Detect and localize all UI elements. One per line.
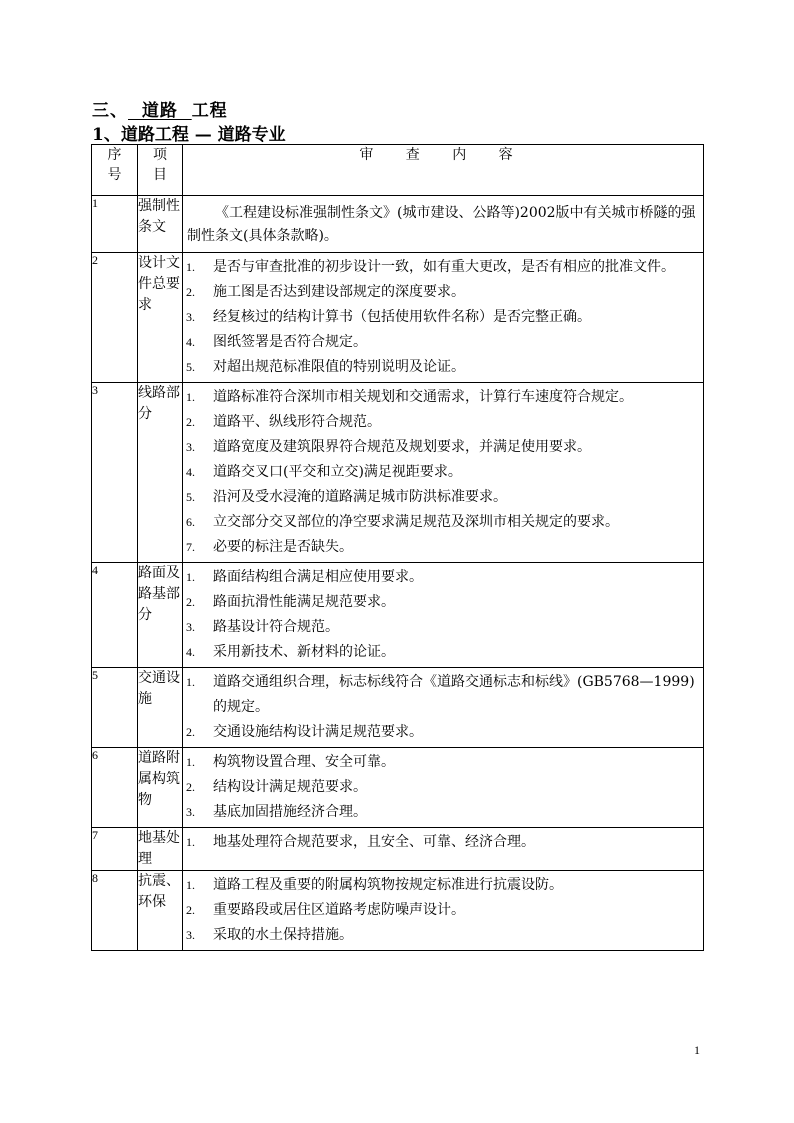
row-number: 2 — [92, 253, 138, 383]
requirement-item — [183, 280, 703, 305]
requirement-item — [183, 355, 703, 380]
requirement-number: 3. — [186, 928, 195, 942]
page-number: 1 — [694, 1043, 700, 1057]
table-row — [92, 383, 704, 563]
requirement-item — [183, 590, 703, 615]
requirement-number: 4. — [186, 645, 195, 659]
requirement-number: 1. — [186, 835, 195, 849]
table-row — [92, 748, 704, 828]
requirement-text: 基底加固措施经济合理。 — [213, 804, 367, 820]
header-content: 审 查 内 容 — [183, 145, 704, 196]
row-content — [183, 748, 704, 828]
requirement-text: 道路交通组织合理，标志标线符合《道路交通标志和标线》(GB5768—1999)的规定。 — [213, 674, 695, 715]
requirement-text: 道路标准符合深圳市相关规划和交通需求，计算行车速度符合规定。 — [213, 389, 633, 405]
requirement-number: 1. — [186, 390, 195, 404]
requirement-text: 道路交叉口(平交和立交)满足视距要求。 — [213, 464, 462, 480]
row-content — [183, 563, 704, 668]
subsection-heading: 1、道路工程 — 道路专业 — [92, 125, 286, 145]
requirement-text: 道路平、纵线形符合规范。 — [213, 414, 381, 430]
requirement-text: 交通设施结构设计满足规范要求。 — [213, 724, 423, 740]
requirement-item — [183, 720, 703, 745]
requirement-text: 地基处理符合规范要求，且安全、可靠、经济合理。 — [213, 834, 535, 850]
row-number: 8 — [92, 871, 138, 951]
requirement-item — [183, 775, 703, 800]
requirement-list — [183, 748, 703, 827]
requirement-text: 对超出规范标准限值的特别说明及论证。 — [213, 359, 465, 375]
requirement-number: 1. — [186, 260, 195, 274]
requirement-text: 图纸签署是否符合规定。 — [213, 334, 367, 350]
requirement-item — [183, 830, 703, 855]
requirement-number: 1. — [186, 570, 195, 584]
requirement-item — [183, 460, 703, 485]
section-heading-underlined: 道路 — [128, 101, 192, 121]
requirement-number: 2. — [186, 903, 195, 917]
requirement-number: 5. — [186, 360, 195, 374]
requirement-number: 2. — [186, 725, 195, 739]
requirement-text: 采用新技术、新材料的论证。 — [213, 644, 395, 660]
section-heading — [92, 96, 228, 121]
table-header-row — [92, 145, 704, 196]
row-number: 1 — [92, 196, 138, 253]
requirement-text: 重要路段或居住区道路考虑防噪声设计。 — [213, 902, 465, 918]
table-row — [92, 253, 704, 383]
requirement-text: 构筑物设置合理、安全可靠。 — [213, 754, 395, 770]
requirement-item — [183, 535, 703, 560]
header-item: 项目 — [138, 145, 183, 196]
requirement-number: 4. — [186, 465, 195, 479]
requirement-item — [183, 330, 703, 355]
review-table — [91, 144, 704, 951]
requirement-number: 6. — [186, 515, 195, 529]
requirement-text: 施工图是否达到建设部规定的深度要求。 — [213, 284, 465, 300]
section-heading-prefix: 三、 — [92, 101, 128, 121]
requirement-item — [183, 385, 703, 410]
requirement-item — [183, 750, 703, 775]
table-row — [92, 563, 704, 668]
table-row — [92, 871, 704, 951]
requirement-number: 1. — [186, 878, 195, 892]
requirement-text: 道路宽度及建筑限界符合规范及规划要求，并满足使用要求。 — [213, 439, 591, 455]
requirement-item — [183, 670, 703, 720]
row-item-label: 线路部分 — [138, 383, 183, 563]
requirement-item — [183, 640, 703, 665]
requirement-number: 7. — [186, 540, 195, 554]
requirement-item — [183, 510, 703, 535]
row-content — [183, 871, 704, 951]
requirement-item — [183, 565, 703, 590]
requirement-text: 采取的水土保持措施。 — [213, 927, 353, 943]
table-body — [92, 196, 704, 951]
row-item-label: 路面及路基部分 — [138, 563, 183, 668]
requirement-item — [183, 800, 703, 825]
content-paragraph: 《工程建设标准强制性条文》(城市建设、公路等)2002版中有关城市桥隧的强制性条文(具体条款略)。 — [187, 205, 696, 244]
requirement-text: 沿河及受水浸淹的道路满足城市防洪标准要求。 — [213, 489, 507, 505]
requirement-text: 经复核过的结构计算书（包括使用软件名称）是否完整正确。 — [213, 309, 591, 325]
requirement-number: 4. — [186, 335, 195, 349]
requirement-text: 是否与审查批准的初步设计一致，如有重大更改，是否有相应的批准文件。 — [213, 259, 675, 275]
requirement-item — [183, 305, 703, 330]
requirement-item — [183, 435, 703, 460]
requirement-number: 5. — [186, 490, 195, 504]
requirement-text: 必要的标注是否缺失。 — [213, 539, 353, 555]
requirement-number: 2. — [186, 415, 195, 429]
requirement-item — [183, 615, 703, 640]
requirement-number: 2. — [186, 285, 195, 299]
requirement-number: 3. — [186, 805, 195, 819]
requirement-number: 1. — [186, 675, 195, 689]
requirement-text: 路面抗滑性能满足规范要求。 — [213, 594, 395, 610]
requirement-list — [183, 871, 703, 950]
requirement-item — [183, 255, 703, 280]
requirement-text: 路面结构组合满足相应使用要求。 — [213, 569, 423, 585]
requirement-number: 3. — [186, 440, 195, 454]
requirement-item — [183, 485, 703, 510]
requirement-text: 立交部分交叉部位的净空要求满足规范及深圳市相关规定的要求。 — [213, 514, 619, 530]
row-item-label: 地基处理 — [138, 828, 183, 871]
requirement-list — [183, 253, 703, 382]
requirement-number: 2. — [186, 780, 195, 794]
row-item-label: 交通设施 — [138, 668, 183, 748]
row-item-label: 道路附属构筑物 — [138, 748, 183, 828]
row-content — [183, 196, 704, 253]
row-item-label: 强制性条文 — [138, 196, 183, 253]
requirement-number: 2. — [186, 595, 195, 609]
requirement-item — [183, 873, 703, 898]
requirement-list — [183, 563, 703, 667]
requirement-list — [183, 668, 703, 747]
row-content — [183, 828, 704, 871]
row-number: 5 — [92, 668, 138, 748]
requirement-list — [183, 828, 703, 857]
table-row — [92, 196, 704, 253]
section-heading-suffix: 工程 — [191, 101, 228, 121]
requirement-item — [183, 898, 703, 923]
requirement-item — [183, 410, 703, 435]
row-content — [183, 383, 704, 563]
row-content — [183, 253, 704, 383]
requirement-number: 3. — [186, 620, 195, 634]
row-item-label: 抗震、环保 — [138, 871, 183, 951]
row-number: 4 — [92, 563, 138, 668]
row-content — [183, 668, 704, 748]
requirement-number: 3. — [186, 310, 195, 324]
requirement-text: 道路工程及重要的附属构筑物按规定标准进行抗震设防。 — [213, 877, 563, 893]
row-item-label: 设计文件总要求 — [138, 253, 183, 383]
row-number: 7 — [92, 828, 138, 871]
requirement-text: 结构设计满足规范要求。 — [213, 779, 367, 795]
table-row — [92, 828, 704, 871]
requirement-number: 1. — [186, 755, 195, 769]
header-seq: 序号 — [92, 145, 138, 196]
row-number: 6 — [92, 748, 138, 828]
table-row — [92, 668, 704, 748]
requirement-item — [183, 923, 703, 948]
row-number: 3 — [92, 383, 138, 563]
requirement-list — [183, 383, 703, 562]
requirement-text: 路基设计符合规范。 — [213, 619, 339, 635]
